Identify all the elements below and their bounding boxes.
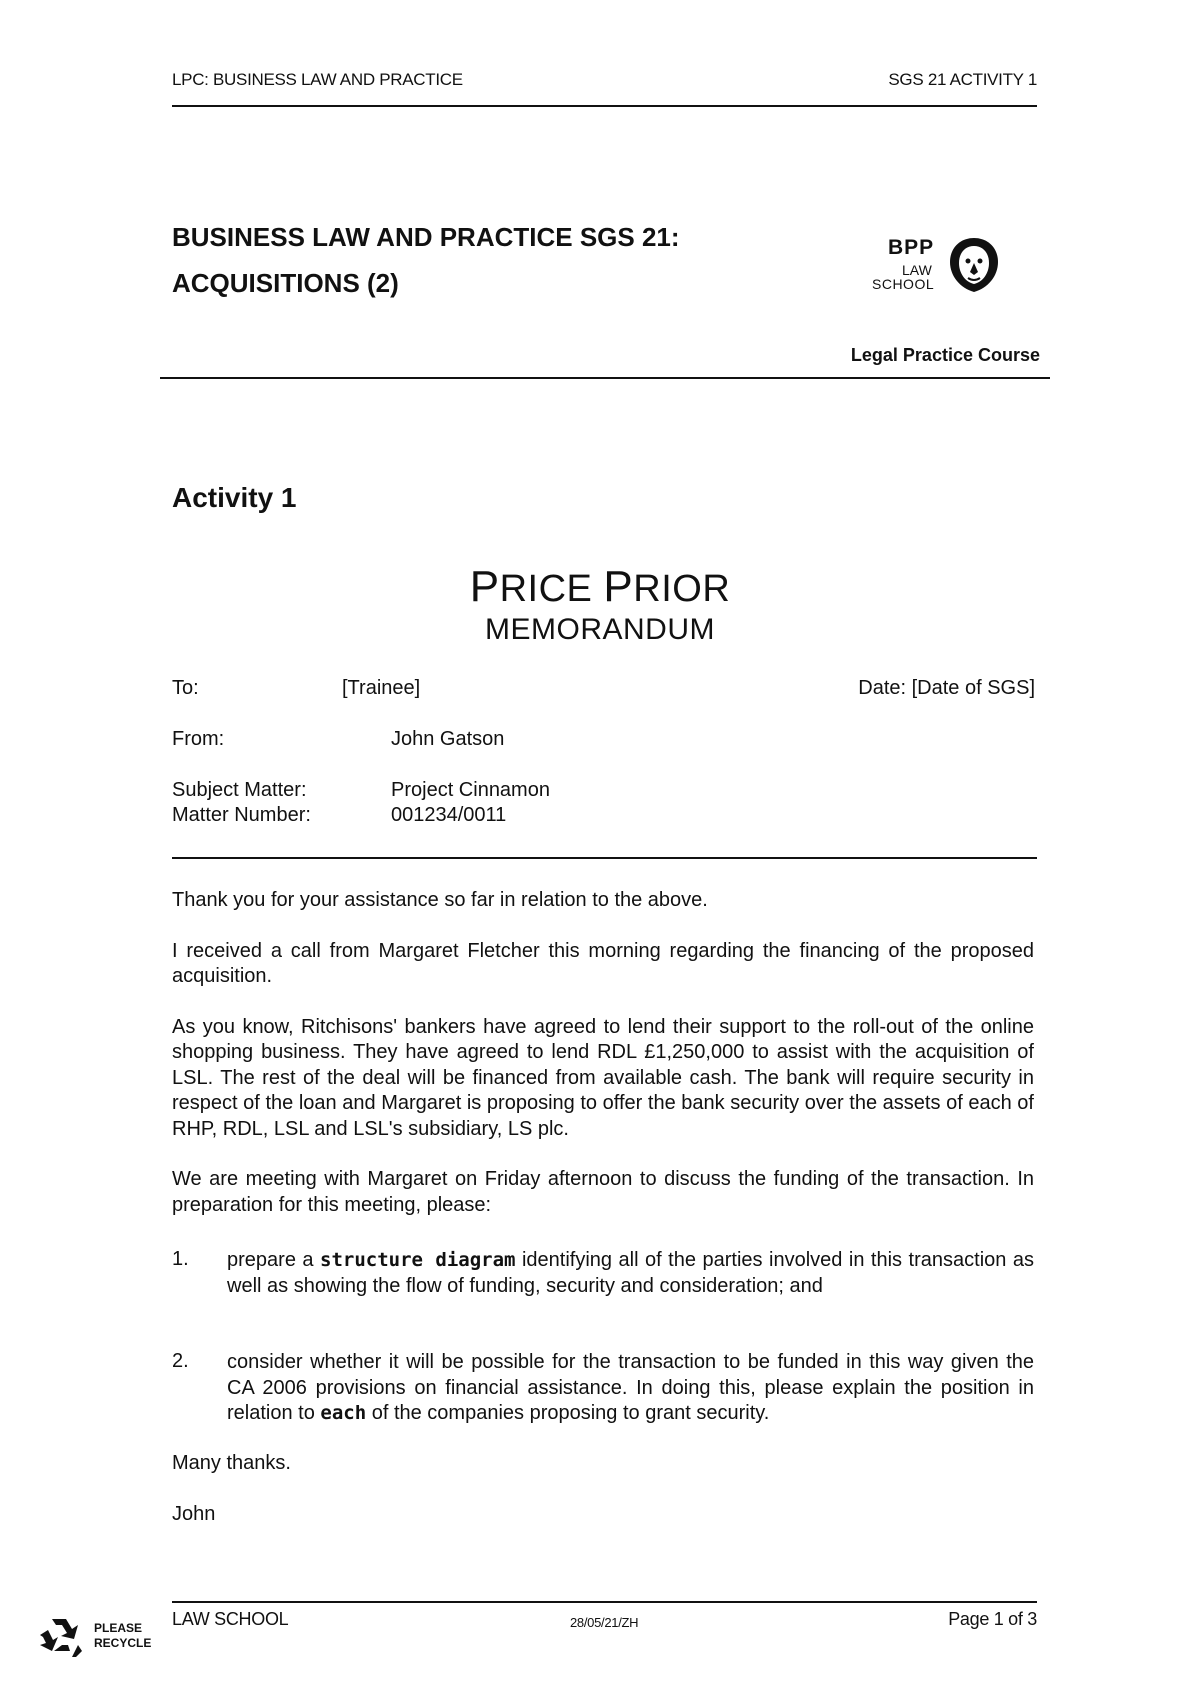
header-divider [172, 105, 1037, 107]
to-label: To: [172, 677, 199, 699]
title-divider [160, 377, 1050, 379]
subject-value: Project Cinnamon [391, 779, 550, 801]
course-name: Legal Practice Course [850, 345, 1040, 365]
firm-word1-initial: P [469, 562, 500, 611]
signoff: John [172, 1503, 216, 1525]
body-paragraph-2: I received a call from Margaret Fletcher this morning regarding the financing of the proposed acquisition. [172, 939, 1034, 987]
logo-brand: BPP [888, 236, 935, 259]
from-value: John Gatson [391, 728, 505, 750]
body-paragraph-3: As you know, Ritchisons' bankers have agreed to lend their support to the roll-out of the online shopping business. They have agreed to lend RDL £1,250,000 to assist with the acquisition of LSL. The rest of the deal will be financed from available cash. The bank will require security in respect of the loan and Margaret is proposing to offer the bank security over the assets of each of RHP, RDL, LSL and LSL's subsidiary, LS plc. [172, 1015, 1034, 1140]
recycle-icon [34, 1615, 84, 1659]
recycle-label: PLEASE RECYCLE [94, 1621, 152, 1650]
firm-word2-rest: RIOR [633, 568, 731, 610]
subject-label: Subject Matter: [172, 779, 307, 801]
footer-page-number: Page 1 of 3 [948, 1609, 1037, 1629]
footer-left: LAW SCHOOL [172, 1609, 289, 1629]
firm-word2-initial: P [603, 562, 634, 611]
activity-heading: Activity 1 [172, 482, 297, 513]
footer-divider [172, 1601, 1037, 1603]
matter-number-value: 001234/0011 [391, 804, 507, 826]
memo-divider [172, 857, 1037, 859]
running-header-right: SGS 21 ACTIVITY 1 [888, 70, 1037, 89]
list-number-1: 1. [172, 1248, 189, 1270]
document-title-line2: ACQUISITIONS (2) [172, 268, 399, 298]
footer-reference: 28/05/21/ZH [570, 1615, 639, 1630]
emphasis-each: each [320, 1402, 367, 1424]
list-item-2: consider whether it will be possible for the transaction to be funded in this way given the CA 2006 provisions on financial assistance. In doing this, please explain the position in relation to each of the companies proposing to grant security. [227, 1351, 1034, 1424]
firm-word1-rest: RICE [499, 568, 593, 610]
to-value: [Trainee] [342, 677, 421, 699]
body-paragraph-4: We are meeting with Margaret on Friday afternoon to discuss the funding of the transaction. In preparation for this meeting, please: [172, 1168, 1034, 1216]
memo-heading: MEMORANDUM [485, 613, 715, 646]
from-label: From: [172, 728, 225, 750]
matter-number-label: Matter Number: [172, 804, 311, 826]
emphasis-structure-diagram: structure diagram [320, 1249, 516, 1271]
closing-line: Many thanks. [172, 1452, 291, 1474]
lion-head-icon [946, 236, 1002, 294]
memo-body [172, 888, 1034, 1243]
document-title [172, 214, 680, 306]
body-paragraph-1: Thank you for your assistance so far in relation to the above. [172, 889, 708, 911]
memo-date: Date: [Date of SGS] [858, 677, 1035, 699]
logo-line2: SCHOOL [872, 276, 935, 292]
logo-line1: LAW [902, 262, 932, 278]
list-number-2: 2. [172, 1350, 189, 1372]
bpp-law-school-logo [868, 236, 1004, 294]
firm-name [0, 562, 1200, 612]
running-header-left: LPC: BUSINESS LAW AND PRACTICE [172, 70, 463, 89]
document-title-line1: BUSINESS LAW AND PRACTICE SGS 21: [172, 222, 680, 252]
list-item-1: prepare a structure diagram identifying all of the parties involved in this transaction as well as showing the flow of funding, security and consideration; and [227, 1249, 1034, 1297]
